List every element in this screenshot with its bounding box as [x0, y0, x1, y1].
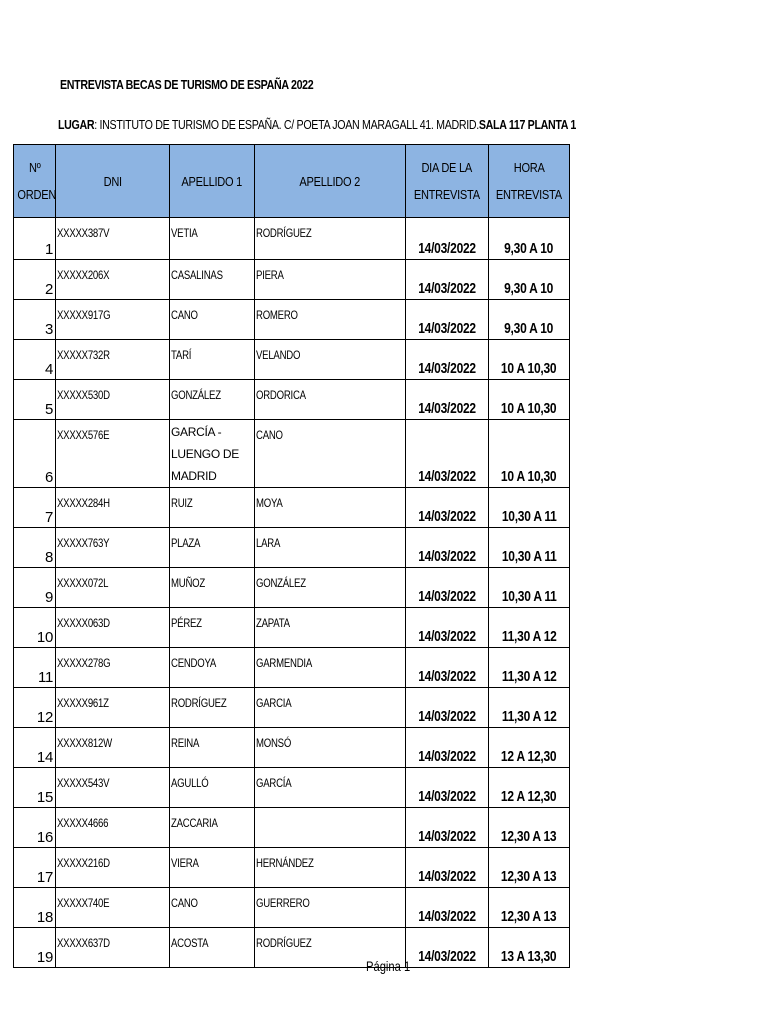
- cell-hora-text: 12,30 A 13: [501, 828, 557, 845]
- table-header-row: [14, 145, 570, 218]
- cell-orden: 10: [14, 608, 56, 648]
- cell-fecha-text: 14/03/2022: [418, 708, 476, 725]
- cell-fecha-text: 14/03/2022: [418, 948, 476, 965]
- cell-hora: [489, 260, 570, 300]
- cell-fecha-text: 14/03/2022: [418, 508, 476, 525]
- cell-apellido1: [170, 848, 255, 888]
- cell-hora-text: 9,30 A 10: [504, 280, 554, 297]
- cell-apellido2-text: HERNÁNDEZ: [256, 856, 314, 870]
- interview-table: [13, 144, 570, 968]
- cell-apellido2-text: MOYA: [256, 496, 283, 510]
- cell-hora: [489, 528, 570, 568]
- cell-orden: 8: [14, 528, 56, 568]
- cell-hora-text: 10 A 10,30: [501, 360, 557, 377]
- cell-apellido1-text: PLAZA: [171, 536, 201, 550]
- cell-apellido2-text: VELANDO: [256, 348, 301, 362]
- cell-dni: [56, 488, 170, 528]
- cell-orden: 7: [14, 488, 56, 528]
- cell-hora-text: 9,30 A 10: [504, 240, 554, 257]
- cell-hora: [489, 420, 570, 488]
- cell-hora: [489, 648, 570, 688]
- cell-orden: 1: [14, 218, 56, 260]
- cell-apellido2-text: MONSÓ: [256, 736, 292, 750]
- cell-dni: [56, 380, 170, 420]
- cell-hora-text: 10,30 A 11: [501, 548, 557, 565]
- cell-hora-text: 13 A 13,30: [501, 948, 557, 965]
- header-dia-line1: DIA DE LA: [421, 160, 473, 175]
- cell-dni: [56, 888, 170, 928]
- header-dia-line2: ENTREVISTA: [413, 187, 481, 202]
- cell-apellido2: [255, 728, 406, 768]
- cell-fecha-text: 14/03/2022: [418, 868, 476, 885]
- cell-hora: [489, 608, 570, 648]
- cell-dni-text: XXXXX917G: [57, 308, 111, 322]
- cell-apellido1: [170, 300, 255, 340]
- cell-fecha-text: 14/03/2022: [418, 668, 476, 685]
- cell-orden: 9: [14, 568, 56, 608]
- cell-dni: [56, 608, 170, 648]
- cell-hora-text: 11,30 A 12: [501, 628, 557, 645]
- header-dni-label: DNI: [103, 173, 122, 189]
- cell-hora: [489, 728, 570, 768]
- cell-apellido2-text: PIERA: [256, 268, 284, 282]
- cell-fecha-text: 14/03/2022: [418, 400, 476, 417]
- cell-apellido1: [170, 928, 255, 968]
- cell-apellido2-text: ORDORICA: [256, 388, 306, 402]
- header-apellido1: [170, 145, 255, 218]
- cell-dni-text: XXXXX072L: [57, 576, 109, 590]
- cell-apellido2: [255, 420, 406, 488]
- cell-apellido1-text: CENDOYA: [171, 656, 217, 670]
- cell-apellido2-text: GONZÁLEZ: [256, 576, 306, 590]
- cell-hora: [489, 340, 570, 380]
- cell-hora-text: 10 A 10,30: [501, 468, 557, 485]
- cell-apellido1-text: ACOSTA: [171, 936, 209, 950]
- cell-apellido2: [255, 888, 406, 928]
- cell-fecha-text: 14/03/2022: [418, 788, 476, 805]
- cell-hora: [489, 218, 570, 260]
- header-orden-line2: ORDEN: [17, 187, 57, 202]
- cell-hora-text: 10 A 10,30: [501, 400, 557, 417]
- cell-dni-text: XXXXX284H: [57, 496, 110, 510]
- cell-apellido2-text: GARMENDIA: [256, 656, 312, 670]
- cell-orden: 11: [14, 648, 56, 688]
- cell-apellido1: [170, 808, 255, 848]
- cell-orden: 4: [14, 340, 56, 380]
- cell-apellido2: [255, 300, 406, 340]
- cell-dni: [56, 768, 170, 808]
- table-row: [14, 728, 570, 768]
- cell-apellido1: [170, 260, 255, 300]
- cell-apellido1: [170, 380, 255, 420]
- table-row: [14, 260, 570, 300]
- cell-apellido1-text: CANO: [171, 896, 198, 910]
- cell-dni-text: XXXXX961Z: [57, 696, 109, 710]
- header-orden: [14, 145, 56, 218]
- cell-dni-text: XXXXX637D: [57, 936, 110, 950]
- cell-fecha-text: 14/03/2022: [418, 468, 476, 485]
- cell-apellido2-text: GARCÍA: [256, 776, 292, 790]
- cell-apellido1: [170, 648, 255, 688]
- table-body: [14, 218, 570, 968]
- cell-hora: [489, 300, 570, 340]
- cell-apellido1-text: MUÑOZ: [171, 576, 205, 590]
- cell-fecha: [406, 608, 489, 648]
- cell-orden: 2: [14, 260, 56, 300]
- cell-fecha-text: 14/03/2022: [418, 240, 476, 257]
- cell-apellido2: [255, 380, 406, 420]
- cell-fecha-text: 14/03/2022: [418, 908, 476, 925]
- cell-fecha: [406, 768, 489, 808]
- cell-hora: [489, 848, 570, 888]
- header-apellido1-label: APELLIDO 1: [181, 173, 243, 189]
- cell-fecha-text: 14/03/2022: [418, 628, 476, 645]
- cell-apellido1-text: RODRÍGUEZ: [171, 696, 227, 710]
- cell-apellido2: [255, 848, 406, 888]
- cell-dni-text: XXXXX278G: [57, 656, 111, 670]
- cell-fecha-text: 14/03/2022: [418, 320, 476, 337]
- cell-apellido1: [170, 728, 255, 768]
- cell-fecha-text: 14/03/2022: [418, 280, 476, 297]
- cell-fecha: [406, 300, 489, 340]
- cell-dni-text: XXXXX387V: [57, 226, 110, 240]
- location-text: : INSTITUTO DE TURISMO DE ESPAÑA. C/ POETA JOAN MARAGALL 41. MADRID.: [94, 117, 479, 132]
- location-line: [58, 117, 576, 132]
- cell-fecha: [406, 568, 489, 608]
- cell-apellido2-text: RODRÍGUEZ: [256, 936, 312, 950]
- table-row: [14, 928, 570, 968]
- cell-apellido1: GARCÍA - LUENGO DE MADRID: [170, 420, 255, 488]
- cell-hora-text: 12,30 A 13: [501, 908, 557, 925]
- cell-fecha-text: 14/03/2022: [418, 588, 476, 605]
- cell-hora: [489, 808, 570, 848]
- table-row: [14, 688, 570, 728]
- cell-apellido2: [255, 808, 406, 848]
- cell-apellido2: [255, 608, 406, 648]
- cell-dni: [56, 808, 170, 848]
- cell-dni-text: XXXXX216D: [57, 856, 110, 870]
- cell-fecha-text: 14/03/2022: [418, 748, 476, 765]
- cell-apellido2-text: ROMERO: [256, 308, 298, 322]
- cell-apellido2: [255, 648, 406, 688]
- cell-fecha: [406, 528, 489, 568]
- cell-hora: [489, 568, 570, 608]
- table-row: [14, 888, 570, 928]
- cell-apellido1-text: VIERA: [171, 856, 199, 870]
- cell-apellido1: [170, 340, 255, 380]
- cell-hora-text: 11,30 A 12: [501, 668, 557, 685]
- cell-apellido1: [170, 528, 255, 568]
- cell-hora-text: 11,30 A 12: [501, 708, 557, 725]
- cell-apellido1-text: CANO: [171, 308, 198, 322]
- cell-apellido1-text: CASALINAS: [171, 268, 223, 282]
- cell-dni-text: XXXXX543V: [57, 776, 110, 790]
- cell-apellido2-text: RODRÍGUEZ: [256, 226, 312, 240]
- cell-dni: [56, 928, 170, 968]
- cell-hora-text: 9,30 A 10: [504, 320, 554, 337]
- table-row: [14, 848, 570, 888]
- cell-hora-text: 10,30 A 11: [501, 588, 557, 605]
- cell-orden: 18: [14, 888, 56, 928]
- page-title: ENTREVISTA BECAS DE TURISMO DE ESPAÑA 2022: [60, 77, 314, 92]
- cell-apellido1: [170, 218, 255, 260]
- cell-dni: [56, 528, 170, 568]
- cell-dni-text: XXXXX530D: [57, 388, 110, 402]
- location-label: LUGAR: [58, 117, 95, 132]
- cell-dni-text: XXXXX4666: [57, 816, 109, 830]
- table-row: [14, 808, 570, 848]
- cell-dni-text: XXXXX063D: [57, 616, 110, 630]
- cell-apellido1: [170, 768, 255, 808]
- cell-fecha: [406, 340, 489, 380]
- cell-fecha: [406, 928, 489, 968]
- cell-apellido1-text: TARÍ: [171, 348, 192, 362]
- table-row: [14, 568, 570, 608]
- cell-hora: [489, 488, 570, 528]
- cell-orden: 19: [14, 928, 56, 968]
- cell-apellido2-text: ZAPATA: [256, 616, 290, 630]
- cell-fecha: [406, 420, 489, 488]
- page-number: Página 1: [366, 958, 411, 974]
- cell-fecha: [406, 648, 489, 688]
- table-row: [14, 380, 570, 420]
- cell-apellido1-text: GONZÁLEZ: [171, 388, 221, 402]
- cell-apellido1-text: REINA: [171, 736, 200, 750]
- cell-apellido1: [170, 568, 255, 608]
- header-apellido2-label: APELLIDO 2: [299, 173, 361, 189]
- cell-hora: [489, 688, 570, 728]
- cell-apellido2: [255, 488, 406, 528]
- cell-dni-text: XXXXX732R: [57, 348, 110, 362]
- cell-fecha: [406, 488, 489, 528]
- cell-apellido1: [170, 488, 255, 528]
- cell-fecha: [406, 218, 489, 260]
- cell-apellido2-text: GARCIA: [256, 696, 292, 710]
- cell-apellido2: [255, 568, 406, 608]
- header-dni: [56, 145, 170, 218]
- cell-apellido1-text: ZACCARIA: [171, 816, 218, 830]
- cell-apellido1-text: AGULLÓ: [171, 776, 209, 790]
- cell-fecha: [406, 888, 489, 928]
- cell-dni: [56, 260, 170, 300]
- cell-fecha-text: 14/03/2022: [418, 548, 476, 565]
- table-row: [14, 340, 570, 380]
- cell-fecha: [406, 380, 489, 420]
- cell-apellido2: [255, 260, 406, 300]
- cell-dni-text: XXXXX206X: [57, 268, 110, 282]
- cell-apellido2: [255, 340, 406, 380]
- cell-apellido1-text: RUIZ: [171, 496, 193, 510]
- cell-dni: [56, 688, 170, 728]
- table-row: [14, 218, 570, 260]
- cell-dni: [56, 648, 170, 688]
- table-row: [14, 488, 570, 528]
- table-row: [14, 608, 570, 648]
- cell-orden: 17: [14, 848, 56, 888]
- cell-apellido2-text: CANO: [256, 428, 283, 442]
- cell-dni: [56, 300, 170, 340]
- cell-fecha: [406, 848, 489, 888]
- table-row: [14, 300, 570, 340]
- cell-apellido2-text: LARA: [256, 536, 281, 550]
- cell-dni-text: XXXXX812W: [57, 736, 112, 750]
- header-hora-line1: HORA: [513, 160, 545, 175]
- header-dia: [406, 145, 489, 218]
- cell-apellido2: [255, 218, 406, 260]
- cell-apellido1: [170, 888, 255, 928]
- cell-fecha-text: 14/03/2022: [418, 360, 476, 377]
- cell-hora: [489, 380, 570, 420]
- table-row: [14, 528, 570, 568]
- cell-orden: 6: [14, 420, 56, 488]
- header-apellido2: [255, 145, 406, 218]
- cell-apellido2: [255, 688, 406, 728]
- cell-fecha: [406, 808, 489, 848]
- cell-apellido2-text: GUERRERO: [256, 896, 310, 910]
- table-row: [14, 768, 570, 808]
- cell-dni-text: XXXXX576E: [57, 428, 110, 442]
- cell-hora-text: 10,30 A 11: [501, 508, 557, 525]
- cell-hora: [489, 888, 570, 928]
- cell-orden: 5: [14, 380, 56, 420]
- cell-dni-text: XXXXX763Y: [57, 536, 110, 550]
- cell-dni: [56, 848, 170, 888]
- cell-fecha: [406, 260, 489, 300]
- cell-dni: [56, 568, 170, 608]
- cell-apellido1: [170, 608, 255, 648]
- cell-fecha: [406, 728, 489, 768]
- cell-hora: [489, 928, 570, 968]
- cell-orden: 16: [14, 808, 56, 848]
- table-row: [14, 420, 570, 488]
- cell-dni: [56, 420, 170, 488]
- cell-orden: 3: [14, 300, 56, 340]
- cell-orden: 15: [14, 768, 56, 808]
- room-text: SALA 117 PLANTA 1: [478, 117, 576, 132]
- header-orden-line1: Nº: [28, 160, 41, 175]
- cell-apellido2: [255, 768, 406, 808]
- cell-hora-text: 12 A 12,30: [501, 788, 557, 805]
- cell-dni-text: XXXXX740E: [57, 896, 110, 910]
- table-row: [14, 648, 570, 688]
- cell-fecha: [406, 688, 489, 728]
- cell-apellido1-text: VETIA: [171, 226, 198, 240]
- header-hora: [489, 145, 570, 218]
- cell-orden: 12: [14, 688, 56, 728]
- cell-fecha-text: 14/03/2022: [418, 828, 476, 845]
- cell-apellido2: [255, 528, 406, 568]
- cell-dni: [56, 340, 170, 380]
- cell-dni: [56, 728, 170, 768]
- cell-apellido1-text: PÉREZ: [171, 616, 202, 630]
- cell-orden: 14: [14, 728, 56, 768]
- cell-apellido1: [170, 688, 255, 728]
- cell-dni: [56, 218, 170, 260]
- cell-hora-text: 12 A 12,30: [501, 748, 557, 765]
- cell-hora-text: 12,30 A 13: [501, 868, 557, 885]
- header-hora-line2: ENTREVISTA: [495, 187, 563, 202]
- cell-hora: [489, 768, 570, 808]
